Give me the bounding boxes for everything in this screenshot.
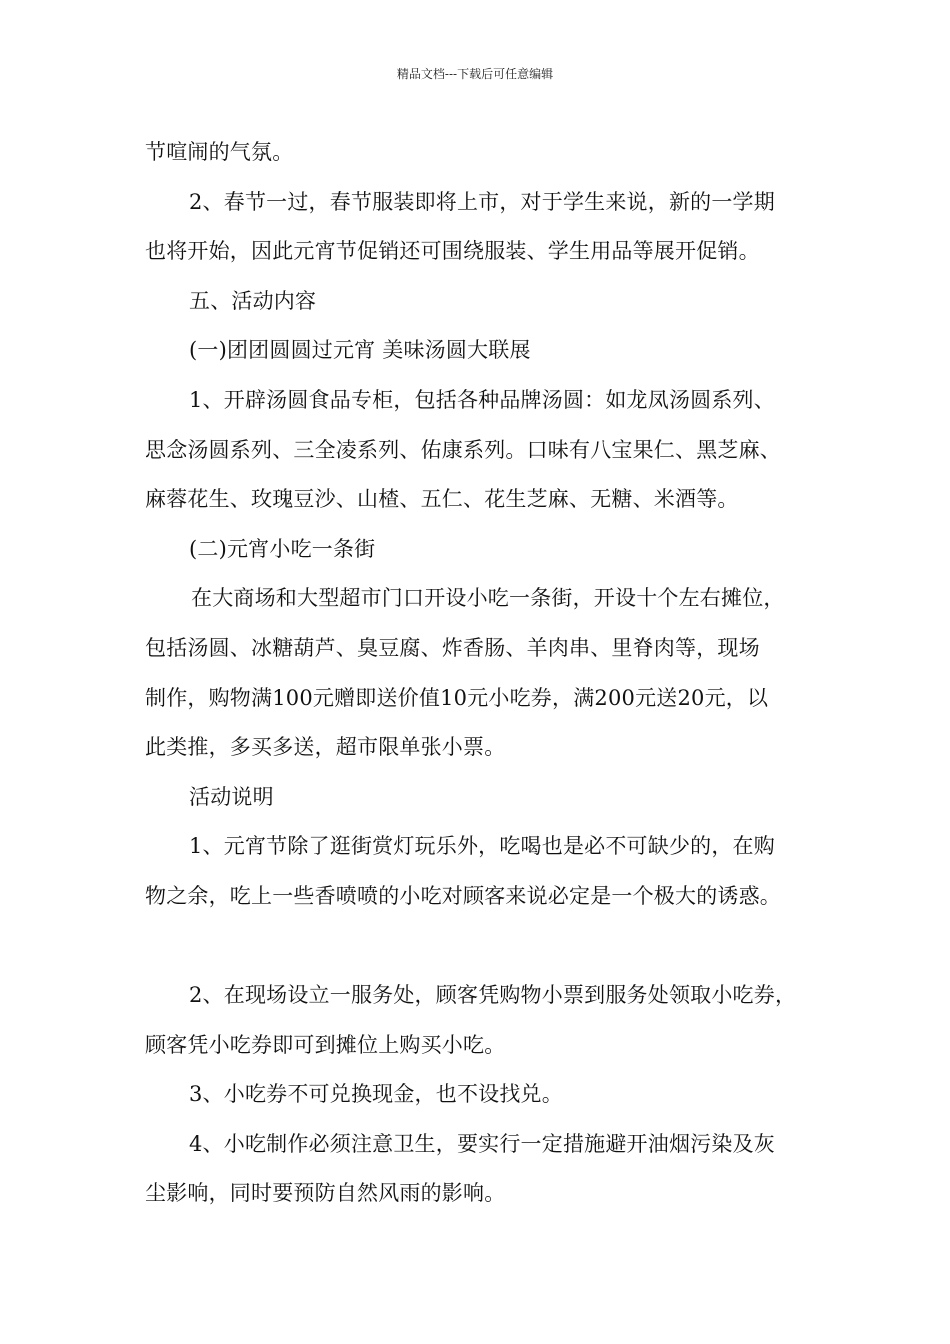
subsection-heading: 活动说明 (189, 784, 274, 809)
paragraph-line: 在大商场和大型超市门口开设小吃一条街，开设十个左右摊位， (191, 586, 785, 611)
paragraph-line: 尘影响，同时要预防自然风雨的影响。 (145, 1181, 506, 1206)
paragraph-line: 顾客凭小吃券即可到摊位上购买小吃。 (145, 1032, 506, 1057)
paragraph-line: 包括汤圆、冰糖葫芦、臭豆腐、炸香肠、羊肉串、里脊肉等，现场 (145, 635, 760, 660)
subsection-heading: (二)元宵小吃一条街 (189, 536, 376, 561)
paragraph-line: 麻蓉花生、玫瑰豆沙、山楂、五仁、花生芝麻、无糖、米酒等。 (145, 487, 739, 512)
subsection-heading: (一)团团圆圆过元宵 美味汤圆大联展 (189, 338, 531, 363)
blank-line (145, 922, 825, 972)
paragraph-line: 思念汤圆系列、三全凌系列、佑康系列。口味有八宝果仁、黑芝麻、 (145, 437, 781, 462)
paragraph-line: 2、春节一过，春节服装即将上市，对于学生来说，新的一学期 (189, 189, 775, 214)
paragraph-line: 2、在现场设立一服务处，顾客凭购物小票到服务处领取小吃券， (189, 983, 797, 1008)
section-heading: 五、活动内容 (189, 288, 317, 313)
paragraph-line: 3、小吃券不可兑换现金，也不设找兑。 (189, 1082, 563, 1107)
page-header: 精品文档---下载后可任意编辑 (396, 67, 554, 81)
paragraph-line: 节喧闹的气氛。 (145, 140, 294, 164)
paragraph-line: 1、元宵节除了逛街赏灯玩乐外，吃喝也是必不可缺少的，在购 (189, 834, 775, 859)
paragraph-line: 物之余，吃上一些香喷喷的小吃对顾客来说必定是一个极大的诱惑。 (145, 883, 781, 908)
document-body (145, 128, 825, 1219)
paragraph-line: 此类推，多买多送，超市限单张小票。 (145, 735, 506, 760)
paragraph-line: 制作，购物满100元赠即送价值10元小吃券，满200元送20元，以 (145, 685, 769, 710)
paragraph-line: 也将开始，因此元宵节促销还可围绕服装、学生用品等展开促销。 (145, 239, 760, 264)
paragraph-line: 4、小吃制作必须注意卫生，要实行一定措施避开油烟污染及灰 (189, 1131, 775, 1156)
paragraph-line: 1、开辟汤圆食品专柜，包括各种品牌汤圆：如龙凤汤圆系列、 (189, 387, 775, 412)
